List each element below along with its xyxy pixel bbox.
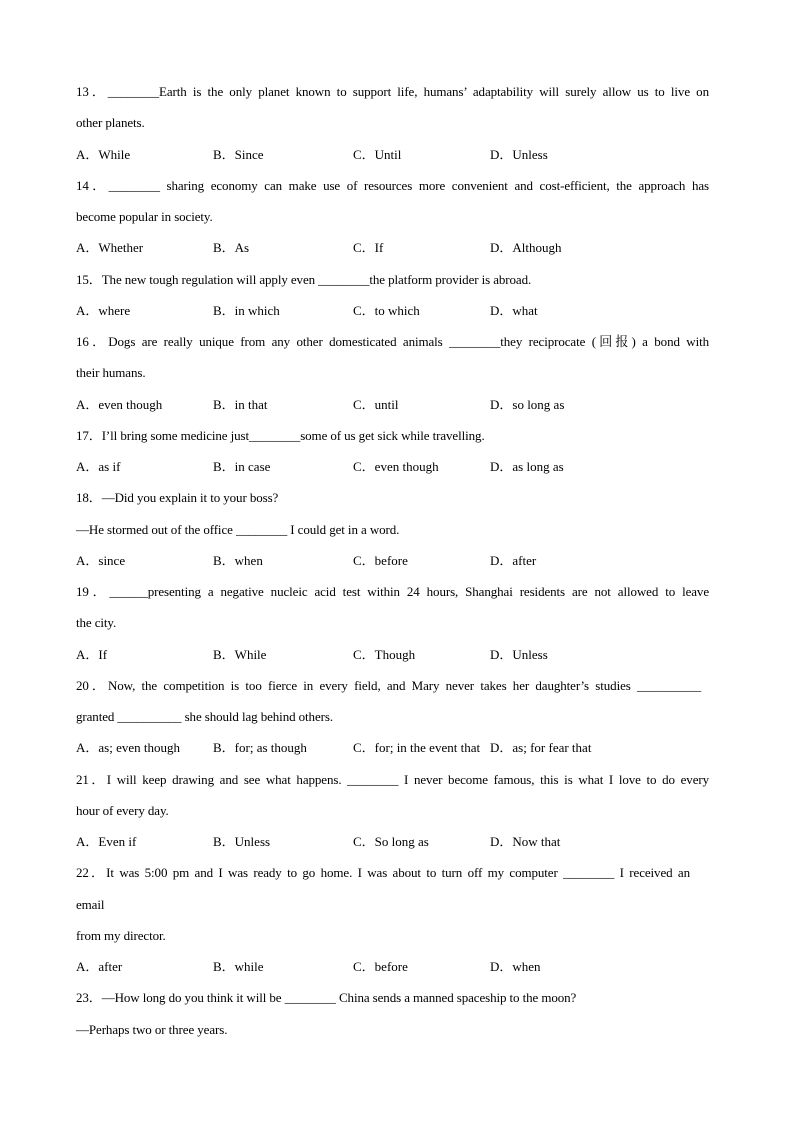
- option-c: C．If: [353, 240, 384, 255]
- option-a: A．If: [76, 647, 108, 662]
- option-d: D．Although: [490, 240, 562, 255]
- option-c: C．to which: [353, 303, 420, 318]
- question-text-line: their humans.: [76, 365, 146, 380]
- question-stem: 16．Dogs are really unique from any other domesticated animals ________they reciprocate (回报) a bond with: [76, 334, 709, 349]
- option-c: C．for; in the event that: [353, 740, 481, 755]
- option-b: B．while: [213, 959, 264, 974]
- question-stem: 15．The new tough regulation will apply even ________the platform provider is abroad.: [76, 272, 532, 287]
- question-text-line: hour of every day.: [76, 803, 169, 818]
- option-d: D．when: [490, 959, 541, 974]
- option-a: A．as; even though: [76, 740, 180, 755]
- option-a: A．after: [76, 959, 123, 974]
- question-text-line: from my director.: [76, 928, 166, 943]
- question-stem: 14．________ sharing economy can make use of resources more convenient and cost-efficient, the approach has: [76, 178, 709, 193]
- option-d: D．what: [490, 303, 538, 318]
- option-a: A．where: [76, 303, 131, 318]
- question-stem: 18．—Did you explain it to your boss?: [76, 490, 279, 505]
- question-stem: 13．________Earth is the only planet known to support life, humans’ adaptability will surely allow us to live on: [76, 84, 709, 99]
- option-d: D．Now that: [490, 834, 561, 849]
- question-text-line: other planets.: [76, 115, 145, 130]
- option-b: B．when: [213, 553, 263, 568]
- option-b: B．Since: [213, 147, 264, 162]
- option-b: B．in case: [213, 459, 271, 474]
- question-stem: 17．I’ll bring some medicine just________some of us get sick while travelling.: [76, 428, 485, 443]
- option-b: B．in which: [213, 303, 280, 318]
- option-d: D．as long as: [490, 459, 564, 474]
- option-c: C．before: [353, 959, 408, 974]
- option-c: C．before: [353, 553, 408, 568]
- option-b: B．Unless: [213, 834, 271, 849]
- option-a: A．While: [76, 147, 131, 162]
- option-c: C．Though: [353, 647, 416, 662]
- question-stem: 21．I will keep drawing and see what happens. ________ I never become famous, this is what I love to do every: [76, 772, 709, 787]
- option-d: D．after: [490, 553, 537, 568]
- question-text-line: the city.: [76, 615, 117, 630]
- option-b: B．for; as though: [213, 740, 307, 755]
- option-a: A．even though: [76, 397, 163, 412]
- option-b: B．While: [213, 647, 267, 662]
- option-a: A．Whether: [76, 240, 144, 255]
- question-stem: 19．______presenting a negative nucleic acid test within 24 hours, Shanghai residents are not allowed to leave: [76, 584, 709, 599]
- question-text-line: become popular in society.: [76, 209, 213, 224]
- option-b: B．in that: [213, 397, 268, 412]
- option-c: C．Until: [353, 147, 402, 162]
- option-c: C．So long as: [353, 834, 429, 849]
- option-a: A．Even if: [76, 834, 137, 849]
- question-text-line: —Perhaps two or three years.: [76, 1022, 228, 1037]
- option-c: C．even though: [353, 459, 439, 474]
- option-d: D．Unless: [490, 647, 548, 662]
- question-stem: 20．Now, the competition is too fierce in every field, and Mary never takes her daughter’s studies __________: [76, 678, 701, 693]
- option-d: D．so long as: [490, 397, 565, 412]
- option-d: D．as; for fear that: [490, 740, 592, 755]
- option-d: D．Unless: [490, 147, 548, 162]
- question-text-line: email: [76, 897, 105, 912]
- question-text-line: granted __________ she should lag behind others.: [76, 709, 333, 724]
- option-a: A．as if: [76, 459, 121, 474]
- question-stem: 23．—How long do you think it will be ________ China sends a manned spaceship to the moon?: [76, 990, 577, 1005]
- option-a: A．since: [76, 553, 126, 568]
- question-text-line: —He stormed out of the office ________ I could get in a word.: [76, 522, 400, 537]
- option-b: B．As: [213, 240, 250, 255]
- question-stem: 22．It was 5:00 pm and I was ready to go home. I was about to turn off my computer ________ I received an: [76, 865, 690, 880]
- option-c: C．until: [353, 397, 399, 412]
